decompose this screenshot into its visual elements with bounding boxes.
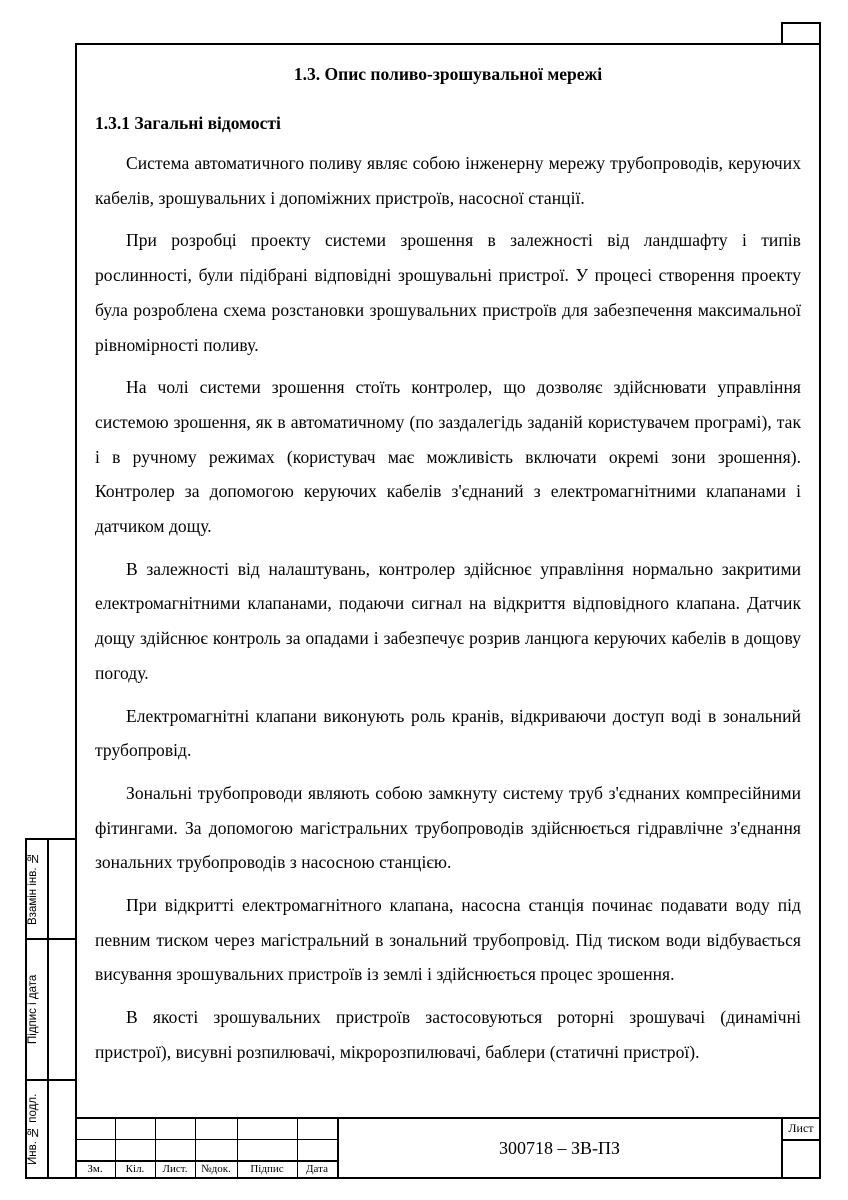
signature-date-label: Підпис і дата (27, 974, 39, 1045)
sheet-number-tab (781, 22, 821, 45)
paragraph: Система автоматичного поливу являє собою інженерну мережу трубопроводів, керуючих кабелів, зрошувальних і допоміжних пристроїв, насосної станції. (95, 153, 801, 208)
paragraph: На чолі системи зрошення стоїть контролер, що дозволяє здійснювати управління системою зрошення, як в автоматичному (по заздалегідь заданій користувачем програмі), так і в ручному режимах (користувач має можливість включати окремі зони зрошення). Контролер за допомогою керуючих кабелів з'єднаний з електромагнітними клапанами і датчиком дощу. (95, 377, 801, 537)
paragraph: Електромагнітні клапани виконують роль кранів, відкриваючи доступ воді в зональний трубопровід. (95, 705, 801, 761)
document-code: 300718 – ЗВ-ПЗ (498, 1138, 621, 1158)
stamp-col-date: Дата (306, 1163, 328, 1175)
sheet-label: Лист (788, 1121, 814, 1135)
stamp-col-change: Зм. (87, 1163, 103, 1175)
stamp-col-sheet: Лист. (162, 1163, 188, 1175)
document-body (95, 58, 801, 1078)
subsection-title: 1.3.1 Загальні відомості (95, 113, 281, 133)
paragraph: В залежності від налаштувань, контролер здійснює управління нормально закритими електромагнітними клапанами, подаючи сигнал на відкриття відповідного клапана. Датчик дощу здійснює контроль за опадами і забезпечує розрив ланцюга керуючих кабелів в дощову погоду. (95, 558, 801, 683)
stamp-col-signature: Підпис (250, 1163, 284, 1175)
swap-inventory-label: Взамін інв. № (27, 852, 39, 926)
stamp-col-doc-number: №док. (201, 1163, 231, 1175)
section-title: 1.3. Опис поливо-зрошувальної мережі (293, 64, 603, 84)
paragraph: Зональні трубопроводи являють собою замкнуту систему труб з'єднаних компресійними фітингами. За допомогою магістральних трубопроводів здійснюється гідравлічне з'єднання зональних трубопроводів з насосною станцією. (95, 782, 801, 873)
paragraph: При розробці проекту системи зрошення в залежності від ландшафту і типів рослинності, були підібрані відповідні зрошувальні пристрої. У процесі створення проекту була розроблена схема розстановки зрошувальних пристроїв для забезпечення максимальної рівномірності поливу. (95, 230, 801, 355)
inventory-number-label: Инв. № подл. (27, 1093, 39, 1165)
paragraph: В якості зрошувальних пристроїв застосовуються роторні зрошувачі (динамічні пристрої), висувні розпилювачі, мікророзпилювачі, баблери (статичні пристрої). (95, 1007, 801, 1062)
paragraph: При відкритті електромагнітного клапана, насосна станція починає подавати воду під певним тиском через магістральний в зональний трубопровід. Під тиском води відбувається висування зрошувальних пристроїв із землі і здійснюється процес зрошення. (95, 895, 801, 985)
stamp-col-count: Кіл. (125, 1163, 145, 1175)
